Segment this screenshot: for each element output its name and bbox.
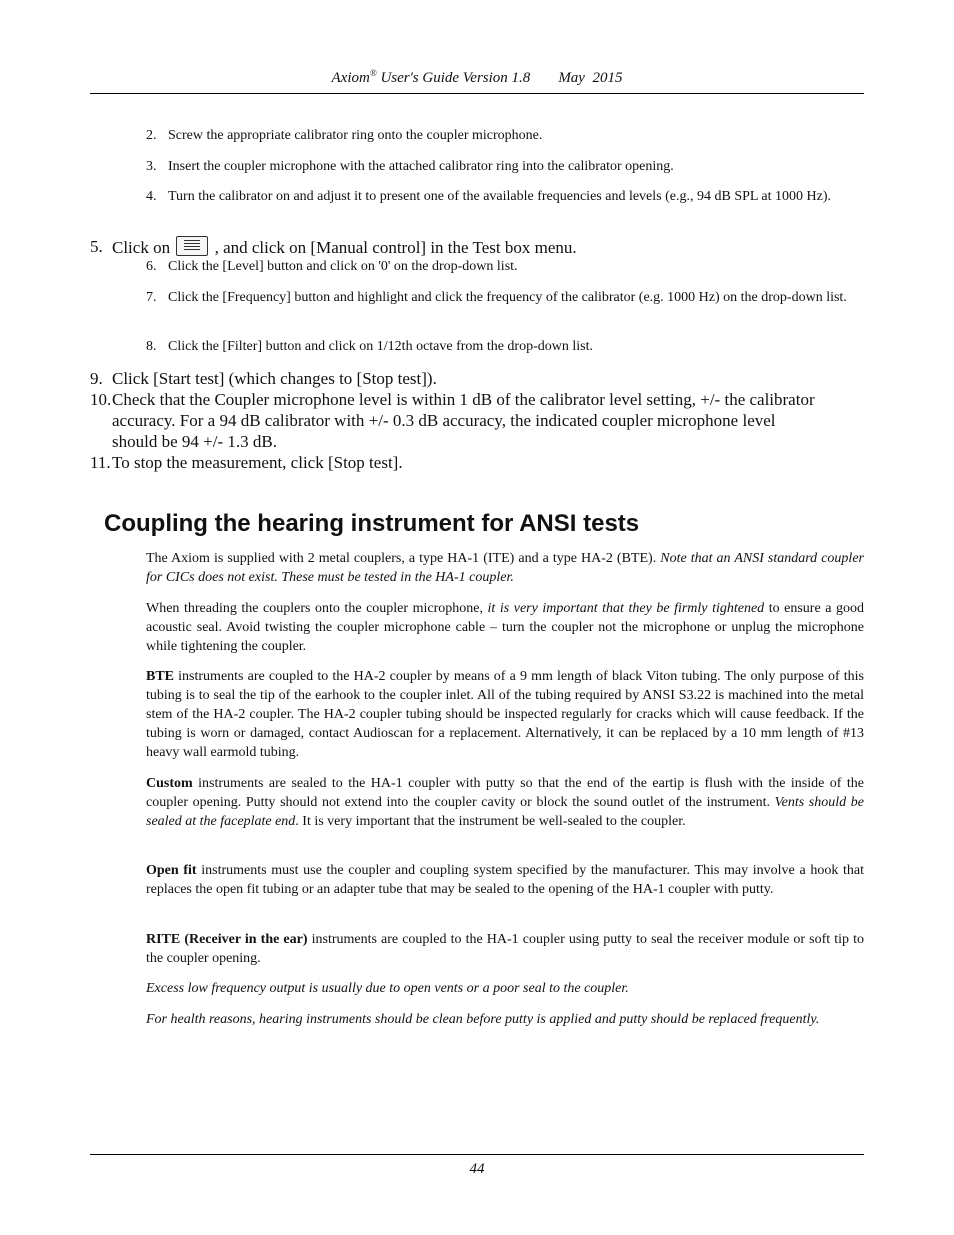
paragraph-italic: Excess low frequency output is usually due to open vents or a poor seal to the coupler. bbox=[146, 981, 629, 996]
step-number: 7. bbox=[146, 290, 157, 305]
header-rule bbox=[90, 93, 864, 94]
paragraph-italic: Vents should be sealed at the faceplate end bbox=[146, 795, 864, 829]
paragraph-text: instruments are coupled to the HA-2 coupler by means of a 9 mm length of black Viton tubing. The only purpose of this tubing is to seal the tip of the earhook to the coupler inlet. All of the tubing required by ANSI S3.22 is machined into the metal stem of the HA-2 coupler. The HA-2 coupler tubing should be inspected regularly for cracks which will cause feedback. If the tubing is worn or damaged, contact Audioscan for a replacement. Alternatively, it can be replaced by a 10 mm length of #13 heavy wall earmold tubing. bbox=[146, 669, 864, 760]
paragraph bbox=[146, 979, 864, 998]
step-text: Insert the coupler microphone with the attached calibrator ring into the calibrator opening. bbox=[168, 159, 674, 174]
step-text: Turn the calibrator on and adjust it to present one of the available frequencies and levels (e.g., 94 dB SPL at 1000 Hz). bbox=[168, 189, 832, 204]
step-text: To stop the measurement, click [Stop test]. bbox=[112, 453, 403, 472]
paragraph bbox=[146, 599, 864, 656]
paragraph-bold: Custom bbox=[146, 776, 193, 791]
paragraph-italic: it is very important that they be firmly tightened bbox=[487, 601, 765, 616]
step5-after: , and click on [Manual control] in the Test box menu. bbox=[214, 238, 577, 257]
step-number: 8. bbox=[146, 339, 157, 354]
step-text: Click the [Frequency] button and highlight and click the frequency of the calibrator (e.g. 1000 Hz) on the drop-down list. bbox=[168, 290, 847, 305]
paragraph-bold: Open fit bbox=[146, 863, 197, 878]
step-number: 2. bbox=[146, 128, 157, 143]
step-number: 6. bbox=[146, 259, 157, 274]
paragraph bbox=[146, 1010, 864, 1029]
step-number: 9. bbox=[90, 369, 103, 388]
paragraph-bold: RITE (Receiver in the ear) bbox=[146, 932, 308, 947]
paragraph bbox=[146, 549, 864, 587]
menu-list-icon bbox=[176, 236, 208, 256]
step-number: 10. bbox=[90, 390, 112, 409]
step-number: 3. bbox=[146, 159, 157, 174]
footer-rule bbox=[90, 1154, 864, 1155]
paragraph bbox=[146, 861, 864, 899]
step-number: 11. bbox=[90, 453, 111, 472]
paragraph-text: to ensure a good acoustic seal. Avoid twisting the coupler microphone cable – turn the coupler not the microphone or unplug the microphone while tightening the coupler. bbox=[146, 601, 864, 654]
paragraph-text: When threading the couplers onto the coupler microphone, bbox=[146, 601, 488, 616]
step-text bbox=[112, 236, 832, 258]
step-number: 4. bbox=[146, 189, 157, 204]
running-header bbox=[90, 69, 864, 87]
paragraph-italic: Note that an ANSI standard coupler for CICs does not exist. These must be tested in the HA-1 coupler. bbox=[146, 551, 864, 585]
header-product: Axiom bbox=[331, 70, 370, 86]
step-text: Click the [Level] button and click on '0' on the drop-down list. bbox=[168, 259, 518, 274]
paragraph bbox=[146, 930, 864, 968]
paragraph-bold: BTE bbox=[146, 669, 175, 684]
paragraph-text: instruments must use the coupler and coupling system specified by the manufacturer. This may involve a hook that replaces the open fit tubing or an adapter tube that may be sealed to the opening of the HA-1 coupler with putty. bbox=[146, 863, 864, 897]
registered-mark: ® bbox=[369, 68, 377, 78]
step-text: Click the [Filter] button and click on 1/12th octave from the drop-down list. bbox=[168, 339, 593, 354]
paragraph-text: instruments are coupled to the HA-1 coupler using putty to seal the receiver module or soft tip to the coupler opening. bbox=[146, 932, 865, 966]
paragraph-text: The Axiom is supplied with 2 metal couplers, a type HA-1 (ITE) and a type HA-2 (BTE). bbox=[146, 551, 661, 566]
paragraph bbox=[146, 774, 864, 831]
header-date: May 2015 bbox=[558, 70, 623, 86]
step5-before: Click on bbox=[112, 238, 171, 257]
step-text: Check that the Coupler microphone level is within 1 dB of the calibrator level setting, +/- the calibrator accuracy. For a 94 dB calibrator with +/- 0.3 dB accuracy, the indicated coupler microphone level should be 94 +/- 1.3 dB. bbox=[112, 390, 815, 451]
step-number: 5. bbox=[90, 237, 103, 256]
paragraph-italic: For health reasons, hearing instruments should be clean before putty is applied and putty should be replaced frequently. bbox=[146, 1012, 820, 1027]
section-heading: Coupling the hearing instrument for ANSI tests bbox=[104, 510, 640, 537]
page-number: 44 bbox=[469, 1161, 485, 1177]
paragraph-text: instruments are sealed to the HA-1 coupler with putty so that the end of the eartip is flush with the inside of the coupler opening. Putty should not extend into the coupler cavity or block the sound outlet of the instrument. bbox=[146, 776, 864, 810]
step-text: Screw the appropriate calibrator ring onto the coupler microphone. bbox=[168, 128, 543, 143]
paragraph-text: . It is very important that the instrument be well-sealed to the coupler. bbox=[295, 814, 686, 829]
paragraph bbox=[146, 667, 864, 762]
step-text: Click [Start test] (which changes to [Stop test]). bbox=[112, 369, 437, 388]
header-title: User's Guide Version 1.8 bbox=[380, 70, 531, 86]
